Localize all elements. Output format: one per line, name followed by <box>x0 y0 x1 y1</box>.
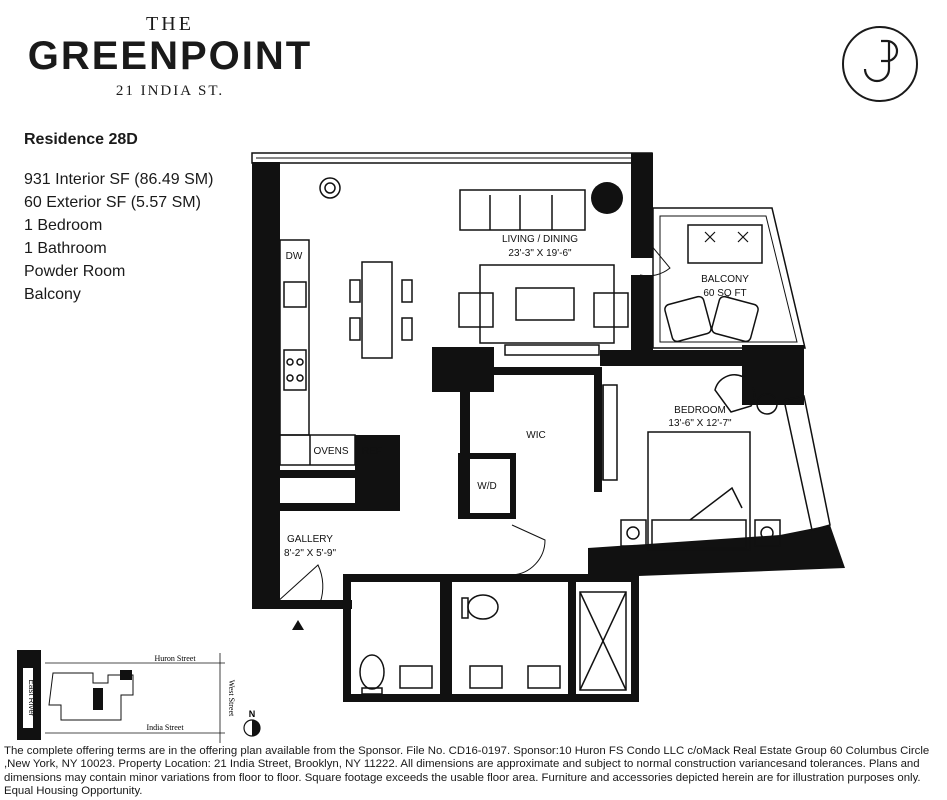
living-label: LIVING / DINING <box>501 234 579 245</box>
dw-label: DW <box>285 251 303 262</box>
spec-bedrooms: 1 Bedroom <box>24 217 103 234</box>
river-label: East River <box>27 679 36 717</box>
east-street-label: West Street <box>227 679 236 717</box>
spec-exterior: 60 Exterior SF (5.57 SM) <box>24 194 201 211</box>
spec-interior: 931 Interior SF (86.49 SM) <box>24 171 214 188</box>
residence-title: Residence 28D <box>24 131 138 148</box>
gallery-label: GALLERY <box>287 534 333 545</box>
balcony-label: BALCONY <box>701 274 749 285</box>
wd-label: W/D <box>477 481 497 492</box>
disclaimer: The complete offering terms are in the offering plan available from the Sponsor. File No. CD16-0197. Sponsor:10 Huron FS Condo LLC c/oMack Real Estate Group 60 Columbus Circle ,New York, NY 10023. Property Location: 21 India Street, Brooklyn, NY 11222. All dimensions are approximate and subject to normal construction variancesand tolerances. Plans and dimensions may contain minor variations from floor to floor. Square footage exceeds the usable floor area. Furniture and accessories depicted herein are for illustration purposes only. Equal Housing Opportunity. <box>4 745 930 797</box>
plant-icon <box>591 182 623 214</box>
bathroom-fixtures <box>360 592 626 694</box>
bedroom-dimensions: 13'-6" X 12'-7" <box>668 418 732 429</box>
balcony-dimensions: 60 SQ FT <box>703 288 747 299</box>
ref-label: REF <box>362 446 382 457</box>
north-label: N <box>248 709 256 719</box>
bedroom-furniture <box>603 375 780 550</box>
brand-the: THE <box>146 13 194 35</box>
gallery-dimensions: 8'-2" X 5'-9" <box>283 548 337 559</box>
spec-bathrooms: 1 Bathroom <box>24 240 107 257</box>
bedroom-label: BEDROOM <box>674 405 726 416</box>
living-furniture <box>320 178 628 358</box>
key-map <box>15 648 265 748</box>
ovens-label: OVENS <box>313 446 349 457</box>
south-street-label: India Street <box>146 723 184 732</box>
spec-powder-room: Powder Room <box>24 263 126 280</box>
entry-arrow-icon <box>292 620 304 630</box>
brand-name: GREENPOINT <box>27 34 313 78</box>
spec-balcony: Balcony <box>24 286 81 303</box>
north-street-label: Huron Street <box>154 654 196 663</box>
brand-address: 21 INDIA ST. <box>115 83 225 99</box>
kitchen-counter <box>280 240 355 465</box>
living-dimensions: 23'-3" X 19'-6" <box>508 248 572 259</box>
wic-label: WIC <box>526 430 546 441</box>
